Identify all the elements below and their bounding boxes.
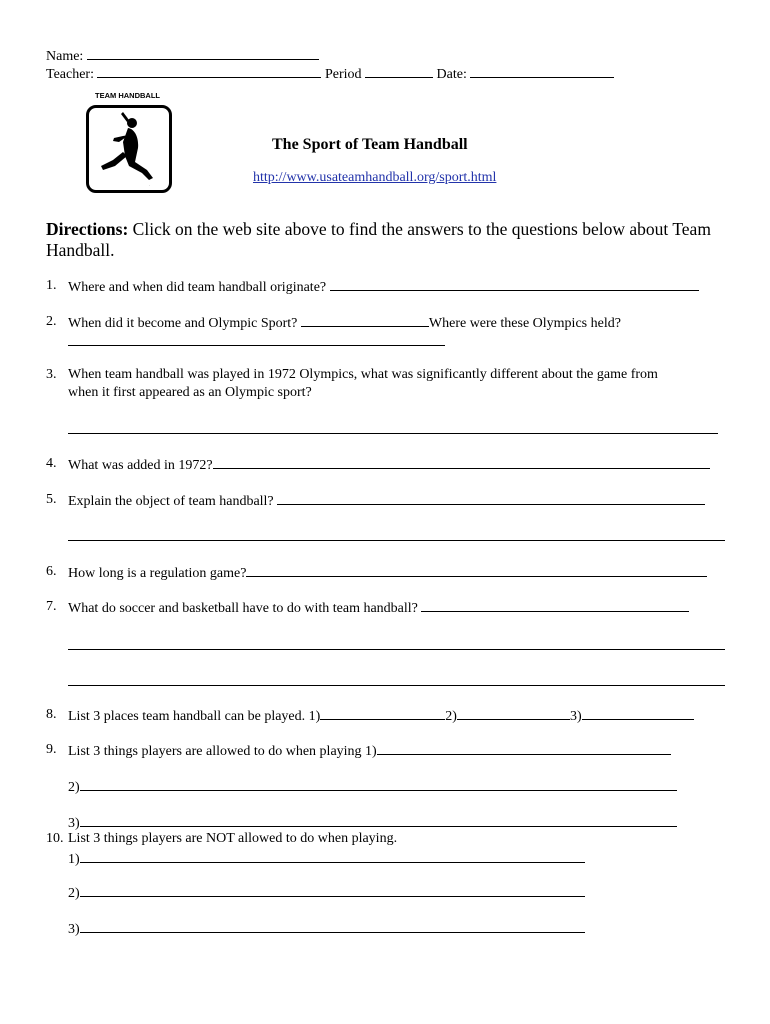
q6-answer-blank[interactable] [246,565,707,577]
logo-caption: TEAM HANDBALL [95,91,160,100]
q9-label-2: 2) [68,780,80,795]
name-label: Name: [46,49,84,64]
question-3 [46,368,57,382]
teacher-blank[interactable] [97,66,321,78]
q2-answer-line-b[interactable] [68,345,445,346]
q10-answer-blank-3[interactable] [80,921,585,933]
question-9 [46,743,57,757]
q7-answer-line-2[interactable] [68,685,725,686]
q8-answer-blank-1[interactable] [320,708,445,720]
page-title: The Sport of Team Handball [272,136,468,153]
q6-text: How long is a regulation game? [68,566,247,581]
q7-text: What do soccer and basketball have to do with team handball? [68,601,418,616]
q8-label-2: 2) [445,709,457,724]
question-10 [46,832,64,846]
directions [46,219,736,261]
q1-text: Where and when did team handball originate? [68,280,327,295]
question-6-row [68,565,707,581]
question-2-row [68,315,621,331]
q1-number: 1. [46,278,57,293]
q6-number: 6. [46,564,57,579]
q7-answer-blank[interactable] [421,600,689,612]
q9-answer-blank-2[interactable] [80,779,677,791]
q8-answer-blank-3[interactable] [582,708,694,720]
q4-text: What was added in 1972? [68,458,213,473]
q9-label-3: 3) [68,816,80,831]
question-7 [46,600,57,614]
q10-label-1: 1) [68,852,80,867]
q10-answer-blank-1[interactable] [80,851,585,863]
period-label: Period [324,67,362,82]
q9-answer-blank-1[interactable] [377,743,671,755]
teacher-label: Teacher: [46,67,94,82]
q4-number: 4. [46,456,57,471]
q10-label-3: 3) [68,922,80,937]
handball-player-icon [89,108,169,190]
question-1 [46,279,57,293]
q2-number: 2. [46,314,57,329]
website-link[interactable]: http://www.usateamhandball.org/sport.html [253,170,497,185]
directions-text: Click on the web site above to find the answers to the questions below about Team Handball. [46,219,711,260]
teacher-period-date-row [46,66,614,82]
question-4 [46,457,57,471]
q2-text-b: Where were these Olympics held? [428,316,621,331]
q1-answer-blank[interactable] [330,279,699,291]
q8-number: 8. [46,707,57,722]
q2-answer-blank-a[interactable] [301,315,429,327]
question-4-row [68,457,710,473]
q9-answer-blank-3[interactable] [80,815,677,827]
q10-number: 10. [46,831,64,846]
q3-answer-line[interactable] [68,433,718,434]
question-8-row [68,708,694,724]
q3-number: 3. [46,367,57,382]
q8-label-3: 3) [569,709,582,724]
svg-text:.: . [149,182,151,187]
directions-label: Directions: [46,219,129,239]
q10-answer-blank-2[interactable] [80,885,585,897]
question-7-row [68,600,689,616]
q10-item-1 [68,851,585,867]
q9-item-2 [68,779,677,795]
name-field [46,48,319,64]
q7-answer-line-1[interactable] [68,649,725,650]
period-blank[interactable] [365,66,433,78]
q9-item-3 [68,815,677,831]
question-5 [46,493,57,507]
q5-answer-line[interactable] [68,540,725,541]
question-2 [46,315,57,329]
question-9-row [68,743,671,759]
question-8 [46,708,57,722]
q8-answer-blank-2[interactable] [457,708,570,720]
q5-number: 5. [46,492,57,507]
q7-number: 7. [46,599,57,614]
date-blank[interactable] [470,66,614,78]
question-1-row [68,279,699,295]
q2-text: When did it become and Olympic Sport? [68,316,298,331]
q10-text: List 3 things players are NOT allowed to do when playing. [68,831,398,846]
q8-text: List 3 places team handball can be played. 1) [68,709,321,724]
team-handball-logo [86,105,172,193]
q3-line1: When team handball was played in 1972 Olympics, what was significantly different about the game from [68,367,658,382]
q3-line2: when it first appeared as an Olympic sport? [68,385,312,400]
q4-answer-blank[interactable] [213,457,710,469]
q5-text: Explain the object of team handball? [68,494,274,509]
question-6 [46,565,57,579]
q9-number: 9. [46,742,57,757]
q10-item-3 [68,921,585,937]
q10-label-2: 2) [68,886,80,901]
q5-answer-blank[interactable] [277,493,705,505]
q10-item-2 [68,885,585,901]
name-blank[interactable] [87,48,319,60]
date-label: Date: [436,67,467,82]
q9-text: List 3 things players are allowed to do when playing 1) [68,744,377,759]
question-5-row [68,493,705,509]
